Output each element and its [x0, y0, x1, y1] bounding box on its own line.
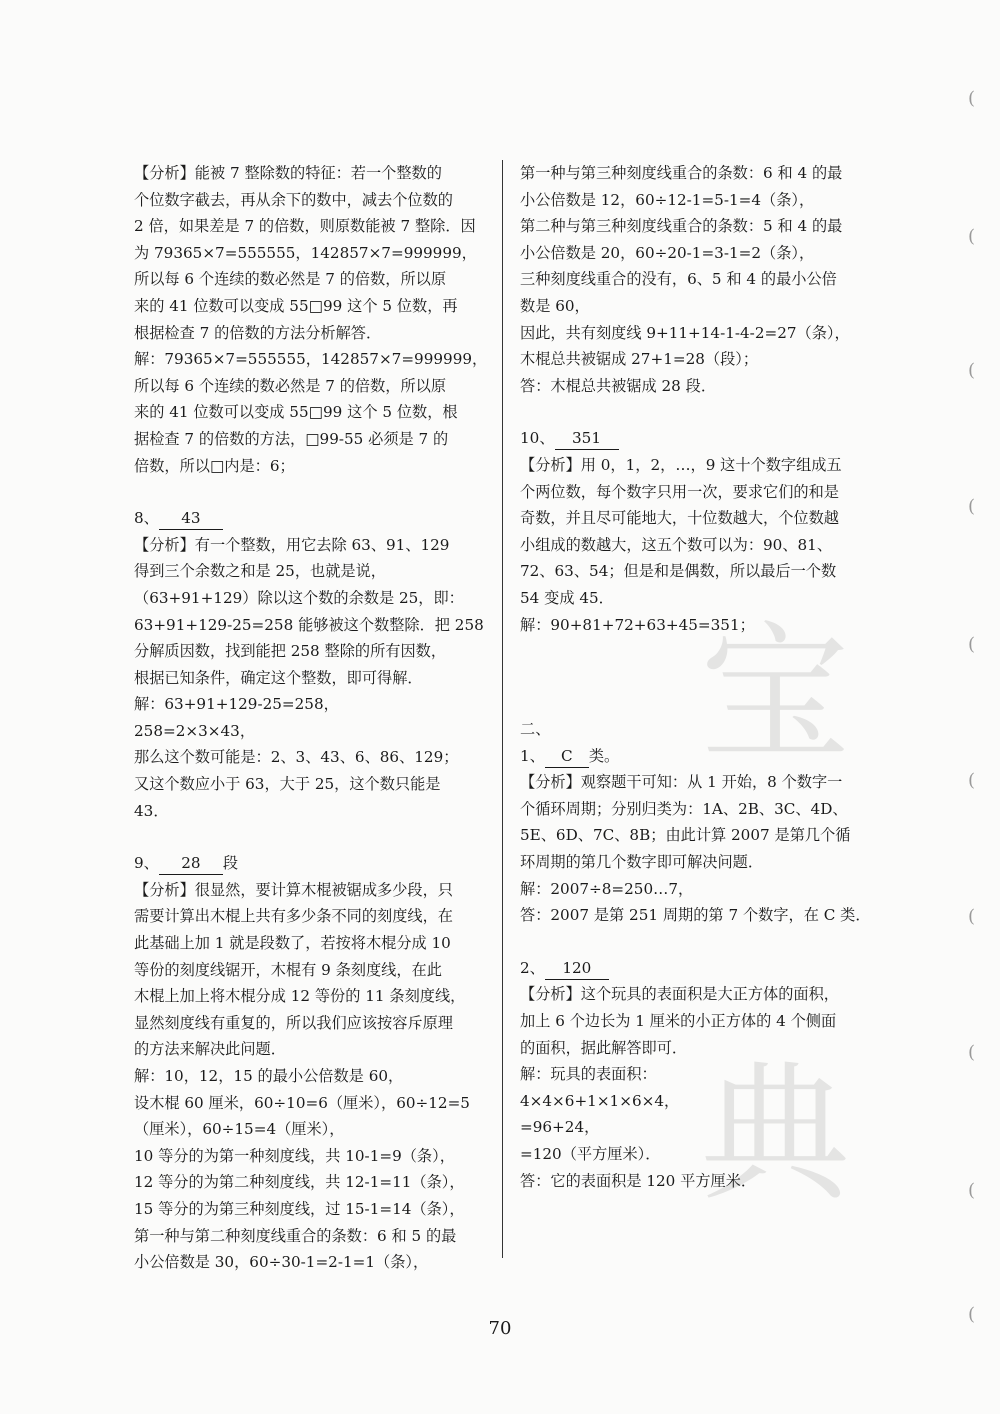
text-line: 个循环周期；分别归类为：1A、2B、3C、4D、 — [520, 799, 848, 818]
text-line: 【分析】用 0，1，2，…，9 这十个数字组成五 — [520, 455, 842, 474]
answer-unit: 段 — [222, 854, 239, 873]
binding-hole-mark: ( — [968, 226, 976, 247]
text-line: 来的 41 位数可以变成 55□99 这个 5 位数，再 — [134, 296, 458, 315]
text-line: 根据检查 7 的倍数的方法分析解答． — [134, 323, 382, 342]
text-line: 分解质因数，找到能把 258 整除的所有因数， — [134, 642, 447, 661]
text-line: 据检查 7 的倍数的方法，□99-55 必须是 7 的 — [134, 429, 449, 448]
answer-blank: 120 — [545, 957, 609, 980]
text-line: 43． — [134, 801, 169, 820]
text-line: 15 等分的为第三种刻度线，过 15-1=14（条）， — [134, 1199, 465, 1218]
text-line: 4×4×6+1×1×6×4， — [520, 1091, 680, 1110]
binding-hole-mark: ( — [968, 634, 976, 655]
text-line: 【分析】观察题干可知：从 1 开始，8 个数字一 — [520, 773, 843, 792]
text-line: 解：2007÷8=250…7， — [520, 879, 694, 898]
text-line: 第二种与第三种刻度线重合的条数：5 和 4 的最 — [520, 217, 843, 236]
spacer — [520, 690, 872, 716]
text-line: 又这个数应小于 63，大于 25，这个数只能是 — [134, 775, 441, 794]
text-line: 设木棍 60 厘米，60÷10=6（厘米），60÷12=5 — [134, 1093, 470, 1112]
text-line: 答：木棍总共被锯成 28 段． — [520, 376, 717, 395]
text-line: 所以每 6 个连续的数必然是 7 的倍数，所以原 — [134, 376, 447, 395]
text-line: 木棍总共被锯成 27+1=28（段）； — [520, 350, 759, 369]
question-number: 10、 — [520, 429, 555, 448]
text-line: 根据已知条件，确定这个整数，即可得解． — [134, 668, 423, 687]
text-line: =120（平方厘米）． — [520, 1145, 661, 1163]
text-line: 环周期的第几个数字即可解决问题． — [520, 853, 763, 872]
binding-hole-mark: ( — [968, 88, 976, 109]
question-number: 8、 — [134, 509, 159, 528]
text-line: 来的 41 位数可以变成 55□99 这个 5 位数，根 — [134, 403, 458, 422]
spacer — [520, 929, 872, 955]
text-line: 54 变成 45． — [520, 588, 614, 607]
text-line: =96+24， — [520, 1118, 600, 1137]
text-line: 【分析】很显然，要计算木棍被锯成多少段，只 — [134, 880, 453, 899]
text-line: 第一种与第二种刻度线重合的条数：6 和 5 的最 — [134, 1226, 457, 1245]
answer-blank: C — [545, 745, 589, 768]
text-line: 木棍上加上将木棍分成 12 等份的 11 条刻度线， — [134, 987, 466, 1006]
question-heading — [134, 505, 486, 532]
text-line: 的面积，据此解答即可． — [520, 1038, 688, 1057]
text-line: 解：63+91+129-25=258， — [134, 695, 339, 714]
text-line: 解：10，12，15 的最小公倍数是 60， — [134, 1067, 404, 1085]
right-column — [520, 160, 872, 1194]
text-line: 数是 60， — [520, 296, 590, 315]
text-line: 的方法来解决此问题． — [134, 1040, 286, 1059]
text-line: 5E、6D、7C、8B；由此计算 2007 是第几个循 — [520, 826, 851, 845]
question-number: 9、 — [134, 854, 159, 873]
answer-blank: 351 — [555, 427, 619, 450]
text-line: 此基础上加 1 就是段数了，若按将木棍分成 10 — [134, 934, 451, 953]
binding-hole-mark: ( — [968, 770, 976, 791]
text-line: 二、 — [520, 720, 551, 739]
watermark-char-1: 宝 — [700, 608, 851, 782]
text-line: 12 等分的为第二种刻度线，共 12-1=11（条）， — [134, 1173, 465, 1192]
text-line: 需要计算出木棍上共有多少条不同的刻度线，在 — [134, 907, 453, 926]
text-line: 答：它的表面积是 120 平方厘米． — [520, 1171, 757, 1190]
binding-hole-mark: ( — [968, 1304, 976, 1325]
question-heading — [520, 955, 872, 982]
question-heading — [520, 743, 872, 770]
text-line: 10 等分的为第一种刻度线，共 10-1=9（条）， — [134, 1146, 455, 1165]
text-line: 【分析】这个玩具的表面积是大正方体的面积， — [520, 985, 839, 1004]
text-line: 小公倍数是 20，60÷20-1=3-1=2（条）， — [520, 243, 815, 262]
text-line: 为 79365×7=555555，142857×7=999999， — [134, 243, 477, 262]
text-line: 那么这个数可能是：2、3、43、6、86、129； — [134, 748, 459, 767]
spacer — [134, 824, 486, 850]
text-line: 72、63、54；但是和是偶数，所以最后一个数 — [520, 562, 837, 581]
text-line: 等份的刻度线锯开，木棍有 9 条刻度线，在此 — [134, 960, 442, 979]
answer-blank: 43 — [159, 507, 223, 530]
text-line: 63+91+129-25=258 能够被这个数整除．把 258 — [134, 615, 484, 634]
text-line: 2 倍，如果差是 7 的倍数，则原数能被 7 整除．因 — [134, 217, 476, 236]
text-line: 解：90+81+72+63+45=351； — [520, 615, 755, 634]
text-line: （63+91+129）除以这个数的余数是 25，即： — [134, 588, 464, 607]
text-line: 倍数，所以□内是：6； — [134, 456, 295, 475]
binding-hole-mark: ( — [968, 1042, 976, 1063]
text-line: 加上 6 个边长为 1 厘米的小正方体的 4 个侧面 — [520, 1012, 837, 1031]
answer-blank: 28 — [159, 852, 223, 875]
text-line: 三种刻度线重合的没有，6、5 和 4 的最小公倍 — [520, 270, 837, 289]
binding-hole-mark: ( — [968, 1180, 976, 1201]
text-line: 个两位数，每个数字只用一次，要求它们的和是 — [520, 482, 839, 501]
binding-hole-mark: ( — [968, 906, 976, 927]
text-line: 258=2×3×43， — [134, 721, 256, 740]
text-line: （厘米），60÷15=4（厘米）， — [134, 1120, 345, 1139]
text-line: 小公倍数是 30，60÷30-1=2-1=1（条）， — [134, 1253, 429, 1272]
text-line: 得到三个余数之和是 25，也就是说， — [134, 562, 386, 581]
text-line: 显然刻度线有重复的，所以我们应该按容斥原理 — [134, 1013, 453, 1032]
question-number: 1、 — [520, 746, 545, 765]
text-line: 解：79365×7=555555，142857×7=999999， — [134, 350, 488, 369]
spacer — [520, 399, 872, 425]
text-line: 所以每 6 个连续的数必然是 7 的倍数，所以原 — [134, 270, 447, 289]
spacer — [134, 479, 486, 505]
question-number: 2、 — [520, 958, 545, 977]
text-line: 小公倍数是 12，60÷12-1=5-1=4（条）， — [520, 190, 815, 209]
text-line: 小组成的数越大，这五个数可以为：90、81、 — [520, 535, 833, 554]
text-line: 【分析】有一个整数，用它去除 63、91、129 — [134, 535, 450, 554]
text-line: 个位数字截去，再从余下的数中，减去个位数的 — [134, 190, 453, 209]
text-line: 解：玩具的表面积： — [520, 1065, 657, 1084]
text-line: 答：2007 是第 251 周期的第 7 个数字，在 C 类． — [520, 906, 871, 925]
answer-unit: 类。 — [588, 746, 620, 765]
question-heading — [520, 425, 872, 452]
watermark-char-2: 典 — [700, 1048, 851, 1222]
column-divider — [502, 160, 503, 1258]
text-line: 因此，共有刻度线 9+11+14-1-4-2=27（条）， — [520, 323, 850, 342]
binding-hole-mark: ( — [968, 496, 976, 517]
page-number: 70 — [488, 1318, 512, 1339]
question-heading — [134, 850, 486, 877]
binding-hole-mark: ( — [968, 360, 976, 381]
spacer — [520, 638, 872, 690]
text-line: 奇数，并且尽可能地大，十位数越大，个位数越 — [520, 509, 839, 528]
left-column — [134, 160, 486, 1276]
text-line: 【分析】能被 7 整除数的特征：若一个整数的 — [134, 164, 442, 182]
text-line: 第一种与第三种刻度线重合的条数：6 和 4 的最 — [520, 164, 843, 182]
